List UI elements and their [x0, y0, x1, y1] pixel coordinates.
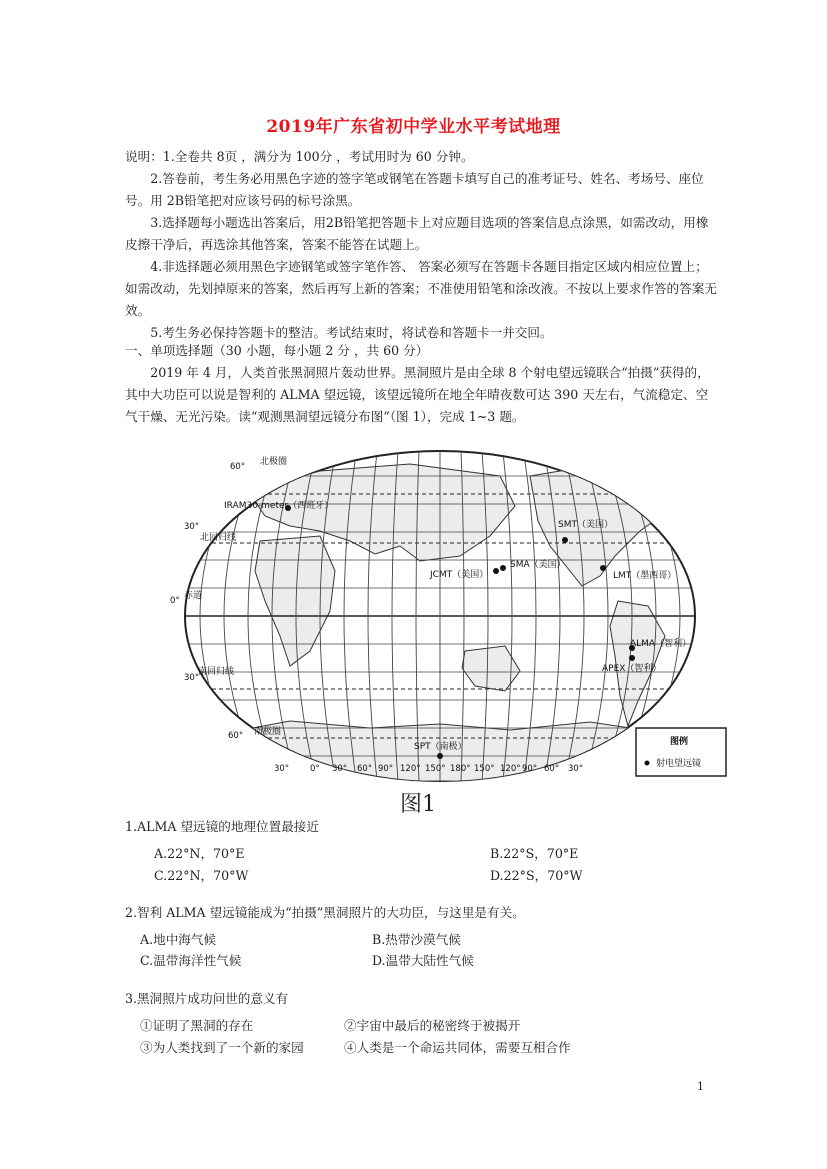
telescope-dot-sma	[500, 565, 506, 571]
lat-label-0: 0°	[170, 596, 180, 606]
telescope-spt-label: SPT（南极）	[414, 742, 467, 752]
question-2-option-d: D.温带大陆性气候	[372, 953, 474, 968]
lon-label-30w-2: 30°	[568, 764, 584, 774]
telescope-dot-smt	[562, 537, 568, 543]
legend-title: 图例	[670, 737, 689, 747]
figure-caption: 图1	[400, 792, 436, 817]
lon-label-120e: 120°	[400, 764, 421, 774]
question-1-option-a: A.22°N，70°E	[154, 846, 245, 861]
lon-label-120w: 120°	[500, 764, 521, 774]
world-map-svg	[170, 436, 730, 818]
question-1-option-d: D.22°S，70°W	[490, 868, 583, 883]
lon-label-150w: 150°	[474, 764, 495, 774]
instruction-1: 说明：1.全卷共 8页 ，满分为 100分 ，考试用时为 60 分钟。	[125, 149, 474, 164]
equator-label: 赤道	[184, 591, 203, 601]
telescope-smt-label: SMT（美国）	[558, 520, 613, 530]
telescope-dot-lmt	[600, 565, 606, 571]
tropic-capricorn-label: 南回归线	[198, 667, 235, 677]
legend-item-label: 射电望远镜	[656, 759, 702, 769]
question-2-option-a: A.地中海气候	[140, 932, 217, 947]
question-2-option-b: B.热带沙漠气候	[372, 932, 461, 947]
telescope-dot-jcmt	[493, 568, 499, 574]
question-1-stem: 1.ALMA 望远镜的地理位置最接近	[125, 819, 319, 834]
question-2-stem: 2.智利 ALMA 望远镜能成为“拍摄”黑洞照片的大功臣，与这里是有关。	[125, 905, 525, 920]
question-1-option-c: C.22°N，70°W	[154, 868, 249, 883]
instruction-2: 2.答卷前，考生务必用黑色字迹的签字笔或钢笔在答题卡填写自己的准考证号、姓名、考场号、座位号。用 2B铅笔把对应该号码的标号涂黑。	[125, 171, 704, 208]
lon-label-90e: 90°	[378, 764, 394, 774]
arctic-circle-label: 北极圈	[260, 457, 288, 467]
map-legend	[636, 728, 726, 776]
telescope-lmt-label: LMT（墨西哥）	[613, 571, 677, 581]
question-1-option-b: B.22°S，70°E	[490, 846, 579, 861]
telescope-dot-spt	[437, 753, 443, 759]
lon-label-30e: 30°	[332, 764, 348, 774]
telescope-iram-label: IRAM30-meter（西班牙）	[224, 501, 334, 511]
lon-label-30w: 30°	[274, 764, 290, 774]
lat-label-60s: 60°	[228, 731, 244, 741]
instruction-4: 4.非选择题必须用黑色字迹钢笔或签字笔作答、 答案必须写在答题卡各题目指定区域内相应位置上；如需改动，先划掉原来的答案，然后再写上新的答案；不准使用铅笔和涂改液。不按以上要求作答的答案无效。	[125, 259, 717, 318]
question-3-option-2: ②宇宙中最后的秘密终于被揭开	[344, 1018, 521, 1033]
lon-label-60w: 60°	[544, 764, 560, 774]
telescope-map	[170, 436, 730, 818]
lon-label-90w: 90°	[522, 764, 538, 774]
question-3-option-1: ①证明了黑洞的存在	[140, 1018, 254, 1033]
lat-label-30n: 30°	[184, 522, 200, 532]
page-number: 1	[697, 1080, 704, 1093]
instruction-5: 5.考生务必保持答题卡的整洁。考试结束时，将试卷和答题卡一并交回。	[150, 325, 553, 340]
lat-label-60n: 60°	[230, 462, 246, 472]
lon-label-60e: 60°	[357, 764, 373, 774]
telescope-alma-label: ALMA（智利）	[630, 639, 692, 649]
telescope-apex-label: APEX（智利）	[602, 664, 662, 674]
page-title: 2019年广东省初中学业水平考试地理	[266, 117, 561, 137]
intro-paragraph: 2019 年 4 月，人类首张黑洞照片轰动世界。黑洞照片是由全球 8 个射电望远镜联合“拍摄”获得的，其中大功臣可以说是智利的 ALMA 望远镜，该望远镜所在地全年晴夜数可达 390 天左右，气流稳定、空气干燥、无光污染。读“观测黑洞望远镜分布图”（图 1），完成 1~3 题。	[125, 365, 710, 424]
section-heading: 一、单项选择题（30 小题，每小题 2 分 ，共 60 分）	[125, 343, 429, 358]
question-3-stem: 3.黑洞照片成功问世的意义有	[125, 991, 289, 1006]
telescope-dot-apex	[629, 655, 635, 661]
lon-label-180: 180°	[450, 764, 471, 774]
question-3-option-3: ③为人类找到了一个新的家园	[140, 1040, 304, 1055]
antarctic-circle-label: 南极圈	[254, 727, 282, 737]
instruction-3: 3.选择题每小题选出答案后，用2B铅笔把答题卡上对应题目选项的答案信息点涂黑，如需改动，用橡皮擦干净后，再选涂其他答案，答案不能答在试题上。	[125, 215, 709, 252]
question-2-option-c: C.温带海洋性气候	[140, 953, 242, 968]
telescope-jcmt-label: JCMT（美国）	[430, 570, 489, 580]
legend-dot-icon	[645, 761, 650, 766]
lon-label-0: 0°	[310, 764, 320, 774]
telescope-sma-label: SMA（美国）	[510, 560, 566, 570]
lon-label-150e: 150°	[425, 764, 446, 774]
instructions-block	[125, 146, 717, 344]
section-block	[125, 340, 717, 428]
longitude-labels	[274, 764, 583, 774]
question-3-option-4: ④人类是一个命运共同体，需要互相合作	[344, 1040, 571, 1055]
tropic-cancer-label: 北回归线	[200, 533, 237, 543]
lat-label-30s: 30°	[184, 673, 200, 683]
